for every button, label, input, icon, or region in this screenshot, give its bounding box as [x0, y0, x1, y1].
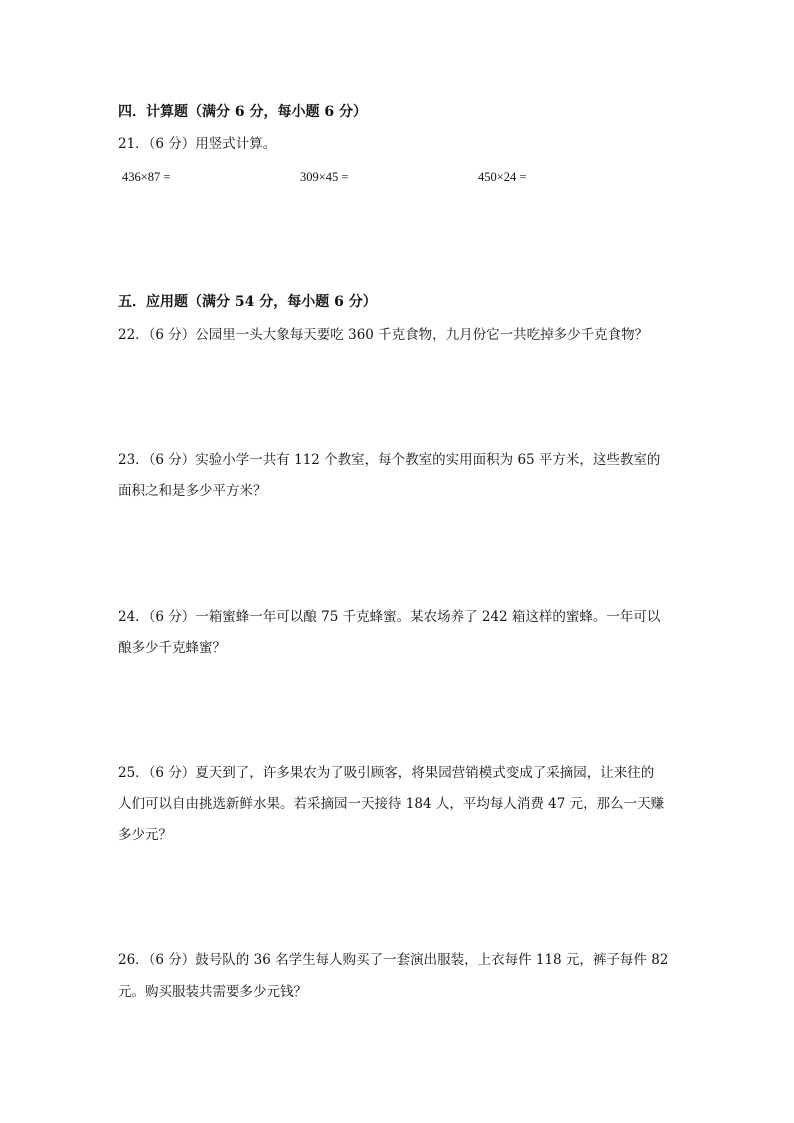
- section-5-title: 五．应用题（满分 54 分，每小题 6 分）: [118, 294, 377, 310]
- question-23-line-1: 23．（6 分）实验小学一共有 112 个教室，每个教室的实用面积为 65 平方米，这些教室的: [118, 452, 661, 468]
- question-25-line-2: 人们可以自由挑选新鲜水果。若采摘园一天接待 184 人，平均每人消费 47 元，那么一天赚: [118, 796, 665, 812]
- section-4-title: 四．计算题（满分 6 分，每小题 6 分）: [118, 104, 367, 120]
- question-26-line-1: 26．（6 分）鼓号队的 36 名学生每人购买了一套演出服装，上衣每件 118 元，裤子每件 82: [118, 952, 669, 968]
- question-21-text: 21．（6 分）用竖式计算。: [118, 136, 277, 152]
- question-25-line-1: 25．（6 分）夏天到了，许多果农为了吸引顾客，将果园营销模式变成了采摘园，让来往的: [118, 765, 655, 781]
- question-24-line-2: 酿多少千克蜂蜜？: [118, 640, 226, 656]
- question-22-line-1: 22．（6 分）公园里一头大象每天要吃 360 千克食物，九月份它一共吃掉多少千克食物？: [118, 327, 649, 343]
- question-25-line-3: 多少元？: [118, 827, 172, 843]
- question-24-line-1: 24．（6 分）一箱蜜蜂一年可以酿 75 千克蜂蜜。某农场养了 242 箱这样的蜜蜂。一年可以: [118, 609, 661, 625]
- expression-3: 450×24 =: [478, 170, 527, 184]
- question-23-line-2: 面积之和是多少平方米？: [118, 483, 267, 499]
- question-26-line-2: 元。购买服装共需要多少元钱？: [118, 984, 307, 1000]
- expression-1: 436×87 =: [122, 170, 171, 184]
- expression-2: 309×45 =: [300, 170, 349, 184]
